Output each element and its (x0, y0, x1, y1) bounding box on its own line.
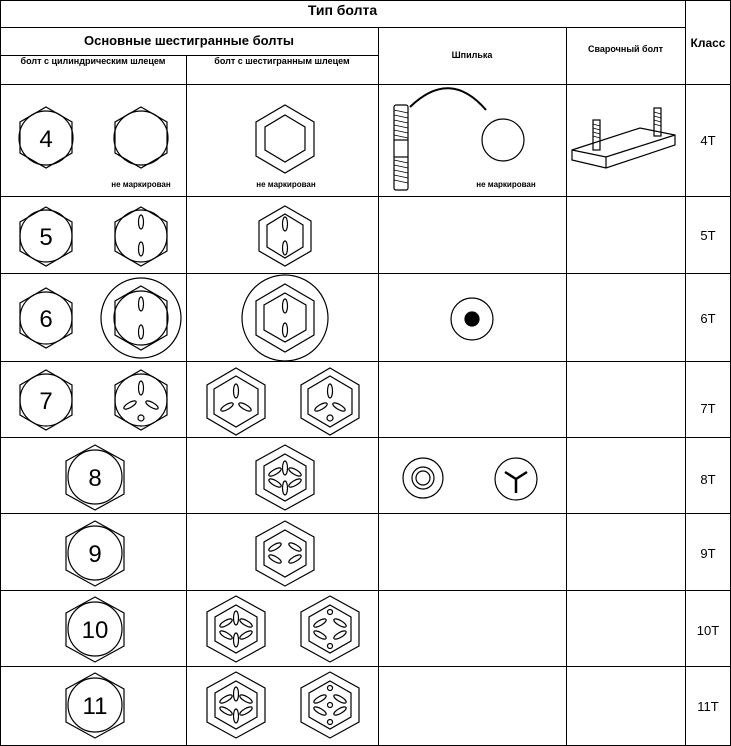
header-bolt-type: Тип болта (307, 2, 378, 18)
stud-end-8t-a (403, 458, 443, 498)
head-number-5: 5 (39, 224, 53, 251)
head-number-9: 9 (88, 541, 102, 568)
class-4t: 4T (700, 133, 716, 148)
class-11t: 11T (697, 699, 719, 714)
header-basic-hex-bolts: Основные шестигранные болты (83, 33, 294, 48)
not-marked-stud: не маркирован (476, 180, 536, 189)
head-number-8: 8 (88, 465, 102, 492)
header-class: Класс (690, 36, 726, 50)
class-9t: 9T (700, 546, 716, 561)
header-hex-slot: болт с шестигранным шлецем (214, 56, 350, 66)
head-number-11: 11 (82, 693, 108, 720)
head-number-10: 10 (81, 617, 109, 644)
header-cylindrical-slot: болт с цилиндрическим шлецем (20, 56, 166, 66)
header-weld-bolt: Сварочный болт (587, 44, 664, 54)
head-number-6: 6 (39, 306, 53, 333)
not-marked-hex: не маркирован (256, 180, 316, 189)
class-6t: 6T (700, 311, 716, 326)
class-5t: 5T (700, 228, 716, 243)
class-7t: 7T (700, 401, 716, 416)
weld-bolt-drawing (572, 108, 675, 168)
head-number-4: 4 (39, 126, 53, 153)
class-8t: 8T (700, 472, 716, 487)
not-marked-cyl: не маркирован (111, 180, 171, 189)
header-stud: Шпилька (451, 50, 493, 60)
head-number-7: 7 (39, 388, 53, 415)
stud-drawing (394, 88, 486, 190)
hex-head-plain-cyl (115, 107, 167, 168)
stud-end-plain (482, 119, 524, 161)
class-10t: 10T (696, 623, 720, 638)
table-border (1, 1, 731, 746)
